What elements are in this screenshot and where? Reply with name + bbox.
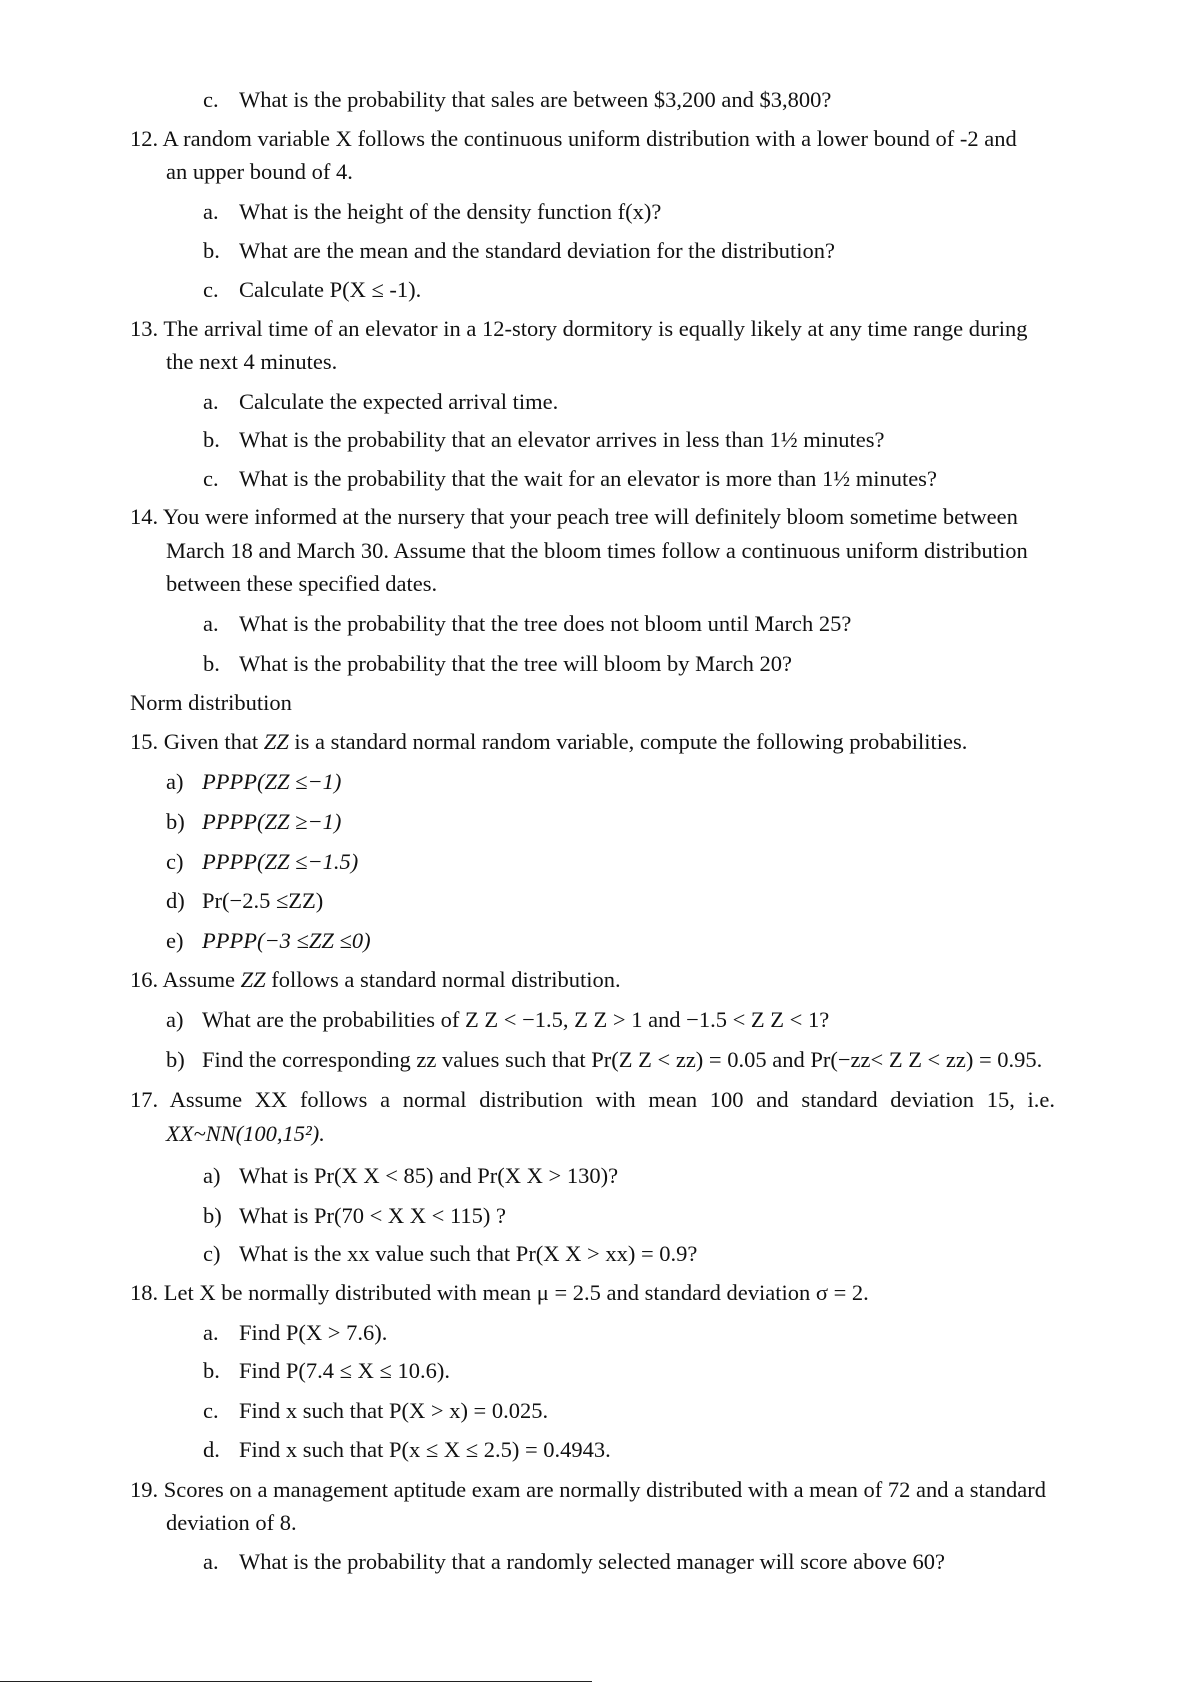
sub-text: What is the probability that a randomly selected manager will score above 60?: [239, 1549, 946, 1574]
q16-math: ZZ: [240, 967, 266, 992]
sub-text: Find P(7.4 ≤ X ≤ 10.6).: [239, 1358, 450, 1383]
sub-label: d.: [203, 1437, 220, 1462]
sub-text: What is the probability that an elevator arrives in less than 1½ minutes?: [239, 427, 885, 452]
sub-label: e): [166, 928, 184, 953]
question-19-line1: 19. Scores on a management aptitude exam are normally distributed with a mean of 72 and a standard: [130, 1477, 1046, 1502]
sub-label: b): [203, 1203, 222, 1228]
sub-label: c): [203, 1241, 221, 1266]
sub-text: Pr(−2.5 ≤ZZ): [202, 888, 324, 913]
sub-text: What is Pr(70 < X X < 115) ?: [239, 1203, 507, 1228]
sub-label: b.: [203, 651, 220, 676]
sub-label: d): [166, 888, 185, 913]
q16-post: follows a standard normal distribution.: [265, 967, 621, 992]
sub-label: a.: [203, 611, 219, 636]
q16-pre: 16. Assume: [130, 967, 241, 992]
question-13-line2: the next 4 minutes.: [166, 349, 338, 374]
sub-label: a): [166, 769, 184, 794]
sub-label: c.: [203, 1398, 219, 1423]
question-18-line1: 18. Let X be normally distributed with mean μ = 2.5 and standard deviation σ = 2.: [130, 1280, 869, 1305]
question-14-line2: March 18 and March 30. Assume that the bloom times follow a continuous uniform distribution: [166, 538, 1028, 563]
question-15-line1: [130, 728, 967, 756]
sub-text: Find x such that P(x ≤ X ≤ 2.5) = 0.4943.: [239, 1437, 611, 1462]
sub-text: What are the probabilities of Z Z < −1.5, Z Z > 1 and −1.5 < Z Z < 1?: [202, 1007, 830, 1032]
sub-label: a.: [203, 389, 219, 414]
question-13-line1: 13. The arrival time of an elevator in a 12-story dormitory is equally likely at any time range during: [130, 316, 1028, 341]
q15-pre: 15. Given that: [130, 729, 264, 754]
sub-label: c.: [203, 277, 219, 302]
question-16-line1: [130, 966, 621, 994]
sub-text: What is the probability that the tree does not bloom until March 25?: [239, 611, 852, 636]
sub-label: b.: [203, 1358, 220, 1383]
sub-label: a.: [203, 199, 219, 224]
sub-text: Find the corresponding zz values such that Pr(Z Z < zz) = 0.05 and Pr(−zz< Z Z < zz) = 0.95.: [202, 1047, 1043, 1072]
sub-text: Find x such that P(X > x) = 0.025.: [239, 1398, 549, 1423]
sub-label: a.: [203, 1320, 219, 1345]
question-14-line1: 14. You were informed at the nursery that your peach tree will definitely bloom sometime between: [130, 504, 1018, 529]
sub-text: PPPP(−3 ≤ZZ ≤0): [202, 928, 371, 953]
sub-label: a): [166, 1007, 184, 1032]
sub-text: Find P(X > 7.6).: [239, 1320, 388, 1345]
question-17-line1: 17. Assume XX follows a normal distribution with mean 100 and standard deviation 15, i.e.: [130, 1087, 1055, 1112]
section-heading: Norm distribution: [130, 690, 292, 715]
sub-label: b.: [203, 238, 220, 263]
q15-math: ZZ: [263, 729, 289, 754]
sub-label: a): [203, 1163, 221, 1188]
sub-label: a.: [203, 1549, 219, 1574]
footer-rule: [0, 1681, 592, 1682]
sub-text: What is the probability that sales are between $3,200 and $3,800?: [239, 87, 832, 112]
sub-text: What is Pr(X X < 85) and Pr(X X > 130)?: [239, 1163, 619, 1188]
sub-text: What is the xx value such that Pr(X X > xx) = 0.9?: [239, 1241, 698, 1266]
sub-label: c): [166, 849, 184, 874]
sub-text: Calculate P(X ≤ -1).: [239, 277, 422, 302]
sub-text: What is the height of the density function f(x)?: [239, 199, 662, 224]
question-14-line3: between these specified dates.: [166, 571, 438, 596]
question-12-line2: an upper bound of 4.: [166, 159, 353, 184]
sub-label: b): [166, 809, 185, 834]
sub-label: c.: [203, 87, 219, 112]
sub-text: What are the mean and the standard deviation for the distribution?: [239, 238, 836, 263]
sub-text: PPPP(ZZ ≥−1): [202, 809, 342, 834]
question-19-line2: deviation of 8.: [166, 1510, 297, 1535]
sub-text: What is the probability that the tree will bloom by March 20?: [239, 651, 792, 676]
question-17-line2: XX~NN(100,15²).: [166, 1121, 325, 1146]
sub-label: c.: [203, 466, 219, 491]
sub-label: b): [166, 1047, 185, 1072]
question-12-line1: 12. A random variable X follows the continuous uniform distribution with a lower bound of -2 and: [130, 126, 1017, 151]
sub-text: Calculate the expected arrival time.: [239, 389, 559, 414]
q15-post: is a standard normal random variable, compute the following probabilities.: [288, 729, 968, 754]
sub-text: PPPP(ZZ ≤−1.5): [202, 849, 359, 874]
sub-text: What is the probability that the wait for an elevator is more than 1½ minutes?: [239, 466, 937, 491]
sub-text: PPPP(ZZ ≤−1): [202, 769, 342, 794]
sub-label: b.: [203, 427, 220, 452]
